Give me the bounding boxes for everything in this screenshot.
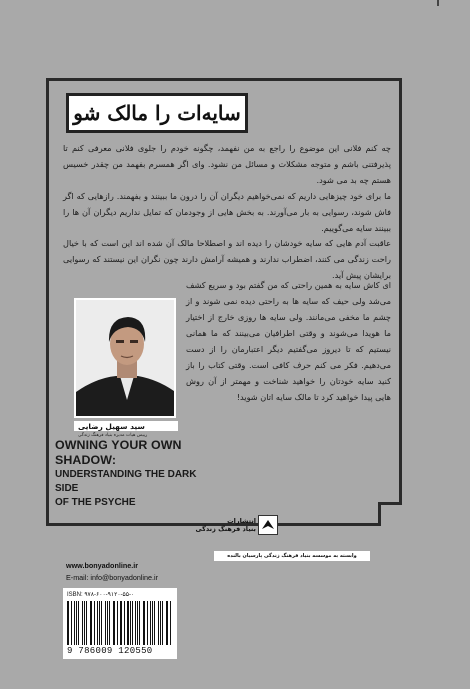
barcode-bar [114,601,115,645]
english-title [55,438,205,510]
book-title: سایه‌ات را مالک شو [66,93,248,133]
author-name: سید سهیل رضایی [78,421,145,431]
english-title-line-2: UNDERSTANDING THE DARK SIDE [55,469,197,494]
english-title-line-3: OF THE PSYCHE [55,497,136,508]
barcode-bar [160,601,161,645]
barcode-bar [109,601,110,645]
blurb-paragraph-3: عاقبت آدم هایی که سایه خودشان را دیده اند و اصطلاحا مالک آن شده اند این است که با خیال راحت زندگی می کنند، اضطراب ندارند و همیشه آرامش دارند چون نگران این نیستند که رسوایی برایشان پیش آید. [63,238,391,280]
barcode-bar [135,601,136,645]
barcode-bar [127,601,128,645]
blurb-paragraph-2: ما برای خود چیزهایی داریم که نمی‌خواهیم دیگران آن را درون ما ببینند و بفهمند. رازهایی که اگر فاش شوند، رسوایی به بار می‌آورند. به بخش هایی از وجودمان که تمایل نداریم دیگران آن ها را ببینند سایه می‌گوییم. [63,191,391,233]
barcode-bar [91,601,92,645]
barcode-bar [94,601,95,645]
author-role: رییس هیات مدیره بنیاد فرهنگ زندگی [78,433,148,438]
barcode-bar [143,601,144,645]
barcode-bar [121,601,122,645]
email-link[interactable]: E-mail: info@bonyadonline.ir [66,573,158,582]
barcode-bar [78,601,79,645]
blurb-paragraph-4: ای کاش سایه به همین راحتی که من گفتم بود و سریع کشف می‌شد ولی حیف که سایه ها به راحتی دیده نمی شوند و از چشم ما مخفی می‌مانند. ولی سایه ها روزی خارج از اختیار ما هویدا می‌شوند و وقتی اطرافیان می‌بینند که ما همانی نیستیم که تا دیروز می‌گفتیم دیگر اعتبارمان را از دست می‌دهیم. فکر می کنم حرف کافی است. وقتی کتاب را باز کنید سایه خودتان را خواهید شناخت و مهمتر از آن روش هایی پیدا خواهید کرد تا مالک سایه اتان شوید! [186,280,391,402]
website-link[interactable]: www.bonyadonline.ir [66,561,139,570]
publisher-line-1: انتشارات [227,517,256,525]
english-title-line-1: OWNING YOUR OWN SHADOW: [55,438,182,467]
bird-icon [259,516,277,534]
publisher-line-2: بنیاد فرهنگ زندگی [195,525,256,533]
blurb-paragraph-1: چه کنم فلانی این موضوع را راجع به من نفهمد، چگونه خودم را جلوی فلانی معرفی کنم تا پذیرفتنی باشم و متوجه مشکلات و مسائل من نشود. وای اگر همسرم بفهمد من چقدر خسیس هستم چه بد می شود. [63,143,391,185]
barcode-bar [154,601,155,645]
publisher-name [196,517,256,533]
crop-mark [437,0,439,6]
frame-notch [378,502,402,526]
barcode-bars [67,601,173,645]
publisher-logo-icon [258,515,278,535]
association-bar: وابسته به موسسه بنیاد فرهنگ زندگی پارسیان بالنده [214,551,370,561]
barcode-bar [144,601,145,645]
author-name-bar [74,421,178,431]
barcode-bar [84,601,85,645]
barcode-bar [167,601,168,645]
publisher-block [190,515,280,535]
barcode-bar [71,601,72,645]
barcode-bar [101,601,102,645]
author-portrait-icon [76,300,176,418]
author-photo [74,298,176,418]
isbn-text: ISBN: ۹۷۸-۶۰۰-۹۱۲۰-۵۵-۰ [67,592,135,598]
barcode-digits: 9 786009 120550 [67,646,153,656]
barcode-box [63,588,177,659]
